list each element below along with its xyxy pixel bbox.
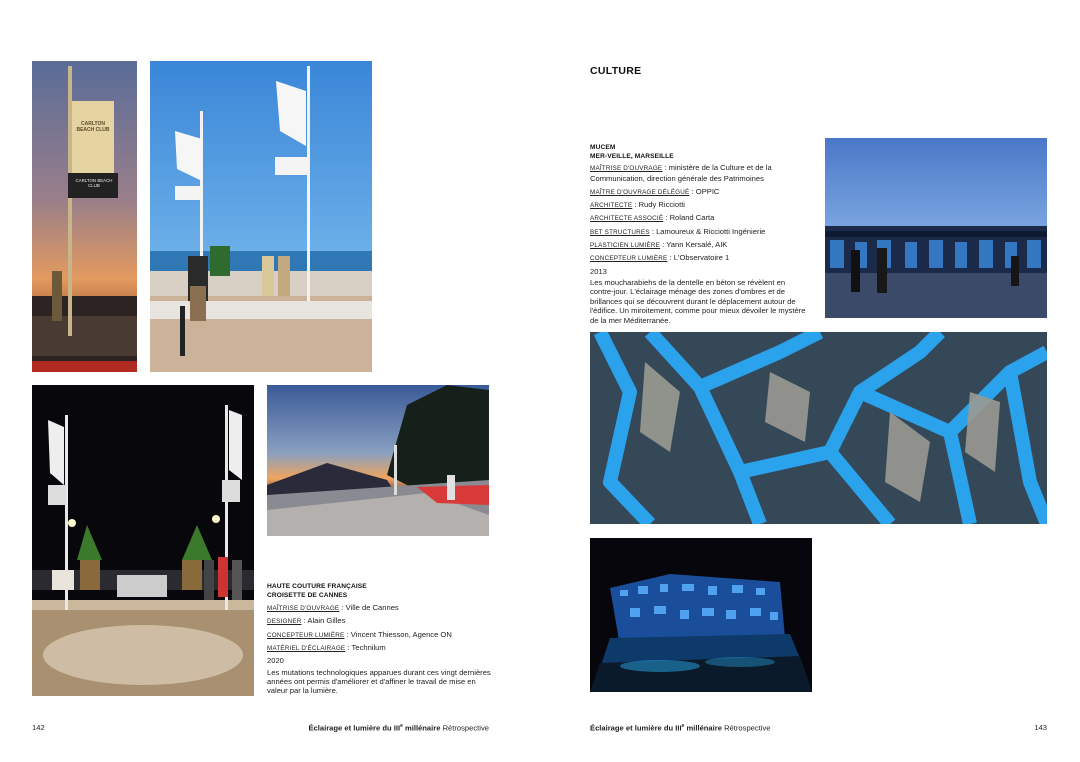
credit-role: ARCHITECTE xyxy=(590,202,633,210)
running-section: Rétrospective xyxy=(442,723,489,733)
credit-value: Lamoureux & Ricciotti Ingénierie xyxy=(656,226,766,236)
photo-mucem-terrace xyxy=(825,138,1047,318)
credit-line: CONCEPTEUR LUMIÈRE : Vincent Thiesson, Agence ON xyxy=(267,629,452,639)
project-year: 2020 xyxy=(267,656,284,666)
credit-value: ministère de la Culture et de la Communication, direction générale des Patrimoines xyxy=(590,163,772,183)
credit-value: Vincent Thiesson, Agence ON xyxy=(350,629,452,639)
photo-croisette-dusk xyxy=(267,385,489,536)
credit-line: ARCHITECTE ASSOCIÉ : Roland Carta xyxy=(590,213,715,223)
credit-role: MATÉRIEL D'ÉCLAIRAGE xyxy=(267,645,346,653)
page-number-right: 143 xyxy=(1034,723,1047,732)
project-title: HAUTE COUTURE FRANÇAISE xyxy=(267,583,367,590)
credit-value: Roland Carta xyxy=(669,213,715,223)
credit-line: PLASTICIEN LUMIÈRE : Yann Kersalé, AIK xyxy=(590,240,728,250)
running-title-right: Éclairage et lumière du IIIe millénaire Rétrospective xyxy=(590,723,771,733)
credit-line: MAÎTRISE D'OUVRAGE : Ville de Cannes xyxy=(267,603,399,613)
credit-role: DESIGNER xyxy=(267,618,302,626)
credit-role: BET STRUCTURES xyxy=(590,228,650,236)
project-caption-croisette xyxy=(267,583,495,696)
credit-line: MAÎTRE D'OUVRAGE DÉLÉGUÉ : OPPIC xyxy=(590,186,720,196)
running-section: Rétrospective xyxy=(724,723,771,733)
banner-text: CARLTON BEACH CLUB xyxy=(76,121,110,133)
credit-line: MATÉRIEL D'ÉCLAIRAGE : Technilum xyxy=(267,643,386,653)
project-caption-mucem xyxy=(590,144,808,325)
credit-role: CONCEPTEUR LUMIÈRE xyxy=(590,255,668,263)
project-description: Les moucharabiehs de la dentelle en béton se révèlent en contre-jour. L'éclairage ménage des zones d'ombres et de brillances qui se découvrent durant le déplacement autour de l'édifice. Un miroitement, comme pour mieux dévoiler le mystère de la mer Méditerranée. xyxy=(590,277,806,325)
photo-croisette-night xyxy=(32,385,254,696)
section-heading: CULTURE xyxy=(590,65,642,77)
photo-beach-club-sunset xyxy=(32,61,137,372)
credit-role: ARCHITECTE ASSOCIÉ xyxy=(590,215,664,223)
credit-role: PLASTICIEN LUMIÈRE xyxy=(590,242,661,250)
photo-mucem-night xyxy=(590,538,812,692)
credit-role: MAÎTRE D'OUVRAGE DÉLÉGUÉ xyxy=(590,188,690,196)
photo-mucem-lattice xyxy=(590,332,1047,524)
project-year: 2013 xyxy=(590,266,607,276)
running-title-left: Éclairage et lumière du IIIe millénaire Rétrospective xyxy=(308,723,489,733)
page-number-left: 142 xyxy=(32,723,45,732)
credit-line: ARCHITECTE : Rudy Ricciotti xyxy=(590,200,685,210)
credit-value: Yann Kersalé, AIK xyxy=(666,240,728,250)
credit-role: MAÎTRISE D'OUVRAGE xyxy=(590,165,663,173)
credit-line: MAÎTRISE D'OUVRAGE : ministère de la Culture et de la Communication, direction générale des Patrimoines xyxy=(590,163,772,183)
project-description: Les mutations technologiques apparues durant ces vingt dernières années ont permis d'améliorer et d'affiner le travail de mise en valeur par la lumière. xyxy=(267,667,491,696)
credit-value: Ville de Cannes xyxy=(345,603,399,613)
project-location: MER-VEILLE, MARSEILLE xyxy=(590,152,674,160)
credit-role: MAÎTRISE D'OUVRAGE xyxy=(267,605,340,613)
credit-line: CONCEPTEUR LUMIÈRE : L'Observatoire 1 xyxy=(590,253,730,263)
credit-line: BET STRUCTURES : Lamoureux & Ricciotti Ingénierie xyxy=(590,226,766,236)
project-location: CROISETTE DE CANNES xyxy=(267,591,348,599)
credit-value: L'Observatoire 1 xyxy=(673,253,730,263)
credit-role: CONCEPTEUR LUMIÈRE xyxy=(267,631,345,639)
photo-croisette-day xyxy=(150,61,372,372)
credit-value: Rudy Ricciotti xyxy=(638,200,685,210)
credit-value: OPPIC xyxy=(695,186,720,196)
credit-value: Alain Gilles xyxy=(307,616,346,626)
project-title: MUCEM xyxy=(590,144,616,151)
credit-value: Technilum xyxy=(351,643,386,653)
credit-line: DESIGNER : Alain Gilles xyxy=(267,616,346,626)
sign-panel-text: CARLTON BEACH CLUB xyxy=(75,178,113,188)
